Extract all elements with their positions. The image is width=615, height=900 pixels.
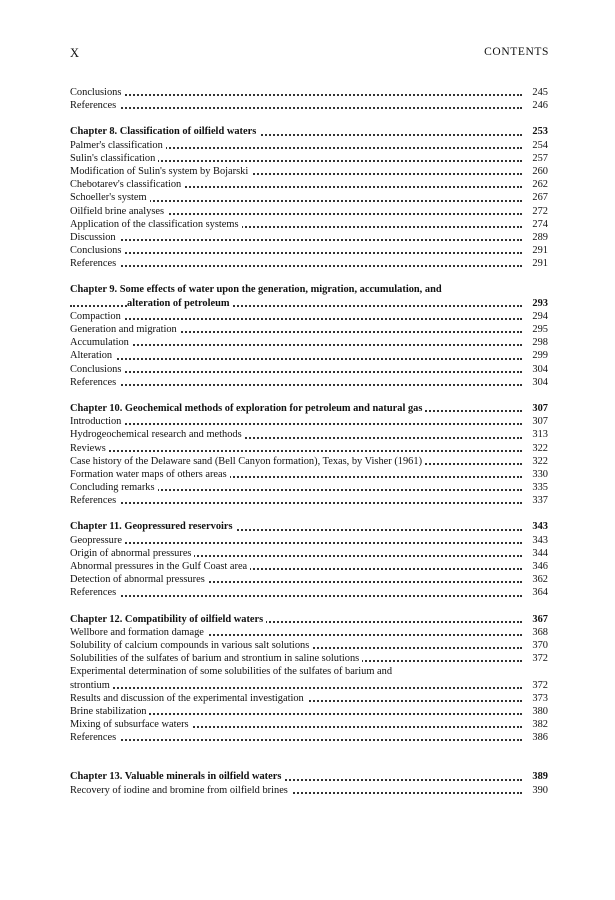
toc-entry-label: Sulin's classification xyxy=(70,153,158,164)
toc-entry-label: Schoeller's system xyxy=(70,192,150,203)
toc-entry xyxy=(70,415,548,428)
toc-page-number: 257 xyxy=(523,152,548,165)
toc-page-number: 293 xyxy=(523,297,548,310)
toc-entry-label: References xyxy=(70,732,119,743)
toc-entry-label: Reviews xyxy=(70,443,109,454)
toc-entry-label: alteration of petroleum xyxy=(127,298,233,309)
toc-entry xyxy=(70,363,548,376)
toc-page-number: 335 xyxy=(523,481,548,494)
toc-entry-label: Chapter 9. Some effects of water upon the generation, migration, accumulation, and xyxy=(70,284,445,295)
toc-entry-label: Chapter 10. Geochemical methods of exploration for petroleum and natural gas xyxy=(70,403,425,414)
toc-entry-label: Experimental determination of some solubilities of the sulfates of barium and xyxy=(70,666,395,677)
toc-entry-label: Recovery of iodine and bromine from oilfield brines xyxy=(70,785,291,796)
toc-page-number: 245 xyxy=(523,86,548,99)
toc-entry xyxy=(70,191,548,204)
toc-page-number: 370 xyxy=(523,639,548,652)
toc-entry xyxy=(70,178,548,191)
toc-entry-label: Mixing of subsurface waters xyxy=(70,719,192,730)
toc-page-number: 274 xyxy=(523,218,548,231)
toc-entry-label: Conclusions xyxy=(70,87,124,98)
toc-entry xyxy=(70,165,548,178)
toc-page-number: 364 xyxy=(523,586,548,599)
toc-entry xyxy=(70,718,548,731)
dot-leader xyxy=(70,371,522,373)
toc-page-number: 289 xyxy=(523,231,548,244)
toc-page-number: 343 xyxy=(523,534,548,547)
toc-page-number: 304 xyxy=(523,363,548,376)
toc-entry xyxy=(70,218,548,231)
toc-entry xyxy=(70,455,548,468)
toc-section xyxy=(70,125,548,270)
toc-entry-label: Concluding remarks xyxy=(70,482,158,493)
toc-entry-label: Chapter 11. Geopressured reservoirs xyxy=(70,521,236,532)
toc-page-number: 362 xyxy=(523,573,548,586)
toc-entry xyxy=(70,547,548,560)
toc-chapter-entry xyxy=(70,613,548,626)
toc-entry xyxy=(70,705,548,718)
toc-entry-label: Chebotarev's classification xyxy=(70,179,184,190)
toc-entry-label: Origin of abnormal pressures xyxy=(70,548,194,559)
toc-page-number: 330 xyxy=(523,468,548,481)
toc-page-number: 295 xyxy=(523,323,548,336)
dot-leader xyxy=(70,739,522,741)
toc-entry xyxy=(70,784,548,797)
toc-entry xyxy=(70,665,548,678)
toc-chapter-entry xyxy=(70,283,548,296)
toc-entry-label: Results and discussion of the experimental investigation xyxy=(70,693,307,704)
toc-entry xyxy=(70,586,548,599)
toc-entry-label: Compaction xyxy=(70,311,124,322)
toc-page-number: 367 xyxy=(523,613,548,626)
toc-page-number: 344 xyxy=(523,547,548,560)
dot-leader xyxy=(70,450,522,452)
toc-entry xyxy=(70,692,548,705)
toc-entry xyxy=(70,428,548,441)
toc-page-number: 291 xyxy=(523,244,548,257)
toc-page-number: 298 xyxy=(523,336,548,349)
dot-leader xyxy=(70,384,522,386)
toc-page-number: 272 xyxy=(523,205,548,218)
dot-leader xyxy=(70,358,522,360)
toc-page-number: 346 xyxy=(523,560,548,573)
toc-chapter-entry xyxy=(70,520,548,533)
toc-entry-label: Chapter 13. Valuable minerals in oilfield waters xyxy=(70,771,284,782)
toc-page-number: 294 xyxy=(523,310,548,323)
toc-page-number: 372 xyxy=(523,679,548,692)
dot-leader xyxy=(70,687,522,689)
dot-leader xyxy=(70,595,522,597)
toc-entry-label: Oilfield brine analyses xyxy=(70,206,167,217)
toc-entry-label: Chapter 12. Compatibility of oilfield waters xyxy=(70,614,266,625)
toc-entry-label: Case history of the Delaware sand (Bell Canyon formation), Texas, by Visher (1961) xyxy=(70,456,425,467)
toc-entry-label: Solubilities of the sulfates of barium and strontium in saline solutions xyxy=(70,653,362,664)
toc-entry-label: Conclusions xyxy=(70,364,124,375)
dot-leader xyxy=(70,252,522,254)
toc-page-number: 307 xyxy=(523,402,548,415)
toc-section xyxy=(70,770,548,796)
toc-entry xyxy=(70,679,548,692)
toc-entry-label: Palmer's classification xyxy=(70,140,166,151)
toc-entry xyxy=(70,139,548,152)
toc-page-number: 390 xyxy=(523,784,548,797)
toc-page-number: 253 xyxy=(523,125,548,138)
toc-entry xyxy=(70,376,548,389)
toc-entry xyxy=(70,244,548,257)
toc-entry-label: Abnormal pressures in the Gulf Coast area xyxy=(70,561,250,572)
toc-chapter-entry xyxy=(70,297,548,310)
toc-section xyxy=(70,283,548,389)
toc-entry xyxy=(70,481,548,494)
toc-page-number: 304 xyxy=(523,376,548,389)
toc-entry xyxy=(70,494,548,507)
toc-entry-label: References xyxy=(70,100,119,111)
toc-entry xyxy=(70,257,548,270)
toc-page-number: 372 xyxy=(523,652,548,665)
toc-entry-label: Hydrogeochemical research and methods xyxy=(70,429,245,440)
toc-entry-label: Modification of Sulin's system by Bojarski xyxy=(70,166,251,177)
toc-page-number: 262 xyxy=(523,178,548,191)
toc-page-number: 373 xyxy=(523,692,548,705)
toc-entry xyxy=(70,468,548,481)
toc-page-number: 267 xyxy=(523,191,548,204)
toc-page-number: 291 xyxy=(523,257,548,270)
toc-entry-label: References xyxy=(70,258,119,269)
toc-chapter-entry xyxy=(70,125,548,138)
toc-entry-label: Solubility of calcium compounds in various salt solutions xyxy=(70,640,312,651)
toc-entry xyxy=(70,639,548,652)
page-number-roman: X xyxy=(70,46,80,60)
toc-entry-label: References xyxy=(70,587,119,598)
toc-section xyxy=(70,86,548,112)
running-head: CONTENTS xyxy=(484,46,549,58)
toc-entry xyxy=(70,349,548,362)
toc-entry-label: Geopressure xyxy=(70,535,125,546)
toc-entry xyxy=(70,626,548,639)
dot-leader xyxy=(70,318,522,320)
toc-page-number: 307 xyxy=(523,415,548,428)
toc-entry-label: Formation water maps of others areas xyxy=(70,469,230,480)
toc-page-number: 382 xyxy=(523,718,548,731)
toc-entry xyxy=(70,573,548,586)
toc-entry xyxy=(70,560,548,573)
toc-entry xyxy=(70,152,548,165)
toc-page-number: 260 xyxy=(523,165,548,178)
toc-entry-label: Application of the classification systems xyxy=(70,219,242,230)
toc-entry-label: Wellbore and formation damage xyxy=(70,627,207,638)
toc-entry xyxy=(70,86,548,99)
dot-leader xyxy=(70,239,522,241)
dot-leader xyxy=(70,107,522,109)
toc-entry xyxy=(70,336,548,349)
toc-entry xyxy=(70,323,548,336)
dot-leader xyxy=(70,94,522,96)
toc-page-number: 368 xyxy=(523,626,548,639)
dot-leader xyxy=(70,502,522,504)
toc-entry-label: strontium xyxy=(70,680,113,691)
toc-section xyxy=(70,520,548,599)
dot-leader xyxy=(70,344,522,346)
toc-entry-label: Accumulation xyxy=(70,337,132,348)
toc-page-number: 246 xyxy=(523,99,548,112)
toc-page-number: 389 xyxy=(523,770,548,783)
dot-leader xyxy=(70,542,522,544)
toc-entry-label: References xyxy=(70,377,119,388)
toc-page-number: 322 xyxy=(523,442,548,455)
toc-entry xyxy=(70,99,548,112)
toc-entry-label: Discussion xyxy=(70,232,119,243)
toc-entry-label: Brine stabilization xyxy=(70,706,149,717)
dot-leader xyxy=(70,423,522,425)
toc-entry xyxy=(70,310,548,323)
toc-entry xyxy=(70,205,548,218)
toc-entry xyxy=(70,442,548,455)
toc-section xyxy=(70,402,548,508)
toc-entry xyxy=(70,652,548,665)
toc-entry-label: Introduction xyxy=(70,416,124,427)
toc-entry xyxy=(70,231,548,244)
toc-entry-label: Generation and migration xyxy=(70,324,180,335)
toc-chapter-entry xyxy=(70,402,548,415)
toc-entry-label: Detection of abnormal pressures xyxy=(70,574,208,585)
toc-entry-label: Chapter 8. Classification of oilfield waters xyxy=(70,126,259,137)
toc-entry-label: Conclusions xyxy=(70,245,124,256)
toc-page-number: 337 xyxy=(523,494,548,507)
toc-section xyxy=(70,613,548,745)
toc-page-number: 322 xyxy=(523,455,548,468)
toc-chapter-entry xyxy=(70,770,548,783)
toc-page-number: 299 xyxy=(523,349,548,362)
toc-entry xyxy=(70,534,548,547)
table-of-contents xyxy=(70,86,548,797)
page-header xyxy=(70,46,549,64)
toc-page-number: 380 xyxy=(523,705,548,718)
toc-entry-label: References xyxy=(70,495,119,506)
toc-page-number: 254 xyxy=(523,139,548,152)
toc-page-number: 313 xyxy=(523,428,548,441)
toc-entry xyxy=(70,731,548,744)
toc-page-number: 386 xyxy=(523,731,548,744)
dot-leader xyxy=(70,265,522,267)
toc-page-number: 343 xyxy=(523,520,548,533)
toc-entry-label: Alteration xyxy=(70,350,115,361)
